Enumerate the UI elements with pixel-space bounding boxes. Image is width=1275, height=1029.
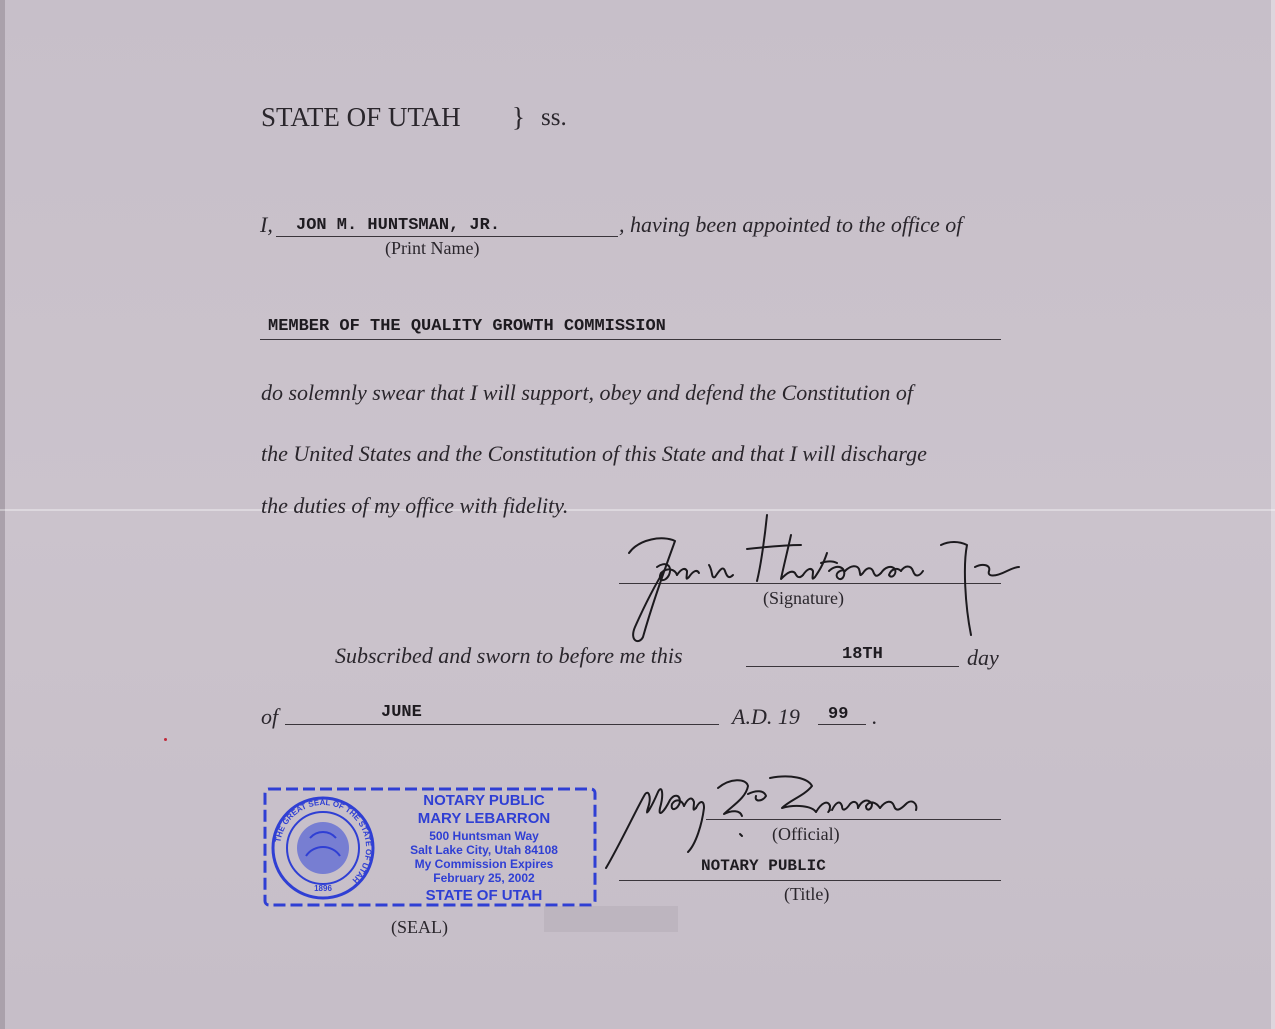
sworn-month: JUNE: [381, 703, 422, 722]
notary-stamp-graphic: [262, 786, 598, 908]
appointee-signature: [615, 505, 1025, 645]
venue-ss: ss.: [541, 104, 567, 131]
stamp-line-6: February 25, 2002: [433, 871, 535, 885]
signature-caption: (Signature): [763, 588, 844, 608]
name-rule: [276, 236, 618, 237]
title-caption: (Title): [784, 884, 830, 904]
sworn-day-suffix: day: [967, 645, 999, 670]
office-title: MEMBER OF THE QUALITY GROWTH COMMISSION: [268, 317, 666, 336]
notary-title: NOTARY PUBLIC: [701, 857, 826, 875]
seal-caption: (SEAL): [391, 917, 448, 937]
stamp-line-4: Salt Lake City, Utah 84108: [410, 843, 558, 857]
print-name-caption: (Print Name): [385, 238, 480, 258]
venue-state: STATE OF UTAH: [261, 102, 461, 132]
sworn-day: 18TH: [842, 645, 883, 664]
sworn-prefix: Subscribed and sworn to before me this: [335, 643, 683, 668]
scan-edge-right: [1271, 0, 1275, 1029]
stamp-line-5: My Commission Expires: [414, 857, 554, 871]
oath-line-2: the United States and the Constitution of this State and that I will discharge: [261, 441, 927, 466]
stamp-line-2: MARY LEBARRON: [417, 810, 551, 827]
stamp-line-1: NOTARY PUBLIC: [423, 792, 545, 809]
sworn-ad-prefix: A.D. 19: [732, 704, 800, 729]
official-caption: (Official): [772, 824, 840, 844]
stamp-line-7: STATE OF UTAH: [425, 887, 543, 904]
title-rule: [619, 880, 1001, 881]
appointee-name: JON M. HUNTSMAN, JR.: [296, 216, 501, 235]
seal-ring-text: THE GREAT SEAL OF THE STATE OF UTAH: [273, 797, 374, 885]
scan-edge-left: [0, 0, 5, 1029]
oath-i-prefix: I,: [260, 212, 273, 237]
sworn-of-prefix: of: [261, 704, 279, 729]
venue-brace: }: [512, 102, 525, 132]
office-rule: [260, 339, 1001, 340]
oath-line-3: the duties of my office with fidelity.: [261, 493, 569, 518]
month-rule: [285, 724, 719, 725]
sworn-period: .: [872, 704, 878, 729]
oath-name-suffix: , having been appointed to the office of: [619, 212, 963, 237]
year-rule: [818, 724, 866, 725]
stamp-line-3: 500 Huntsman Way: [429, 829, 539, 843]
sworn-year: 99: [828, 705, 849, 724]
faint-smudge: [544, 906, 678, 932]
day-rule: [746, 666, 959, 667]
stray-red-mark: [164, 738, 167, 741]
seal-ring-year: 1896: [314, 884, 332, 893]
oath-line-1: do solemnly swear that I will support, obey and defend the Constitution of: [261, 380, 914, 405]
notary-stamp: [262, 786, 598, 908]
